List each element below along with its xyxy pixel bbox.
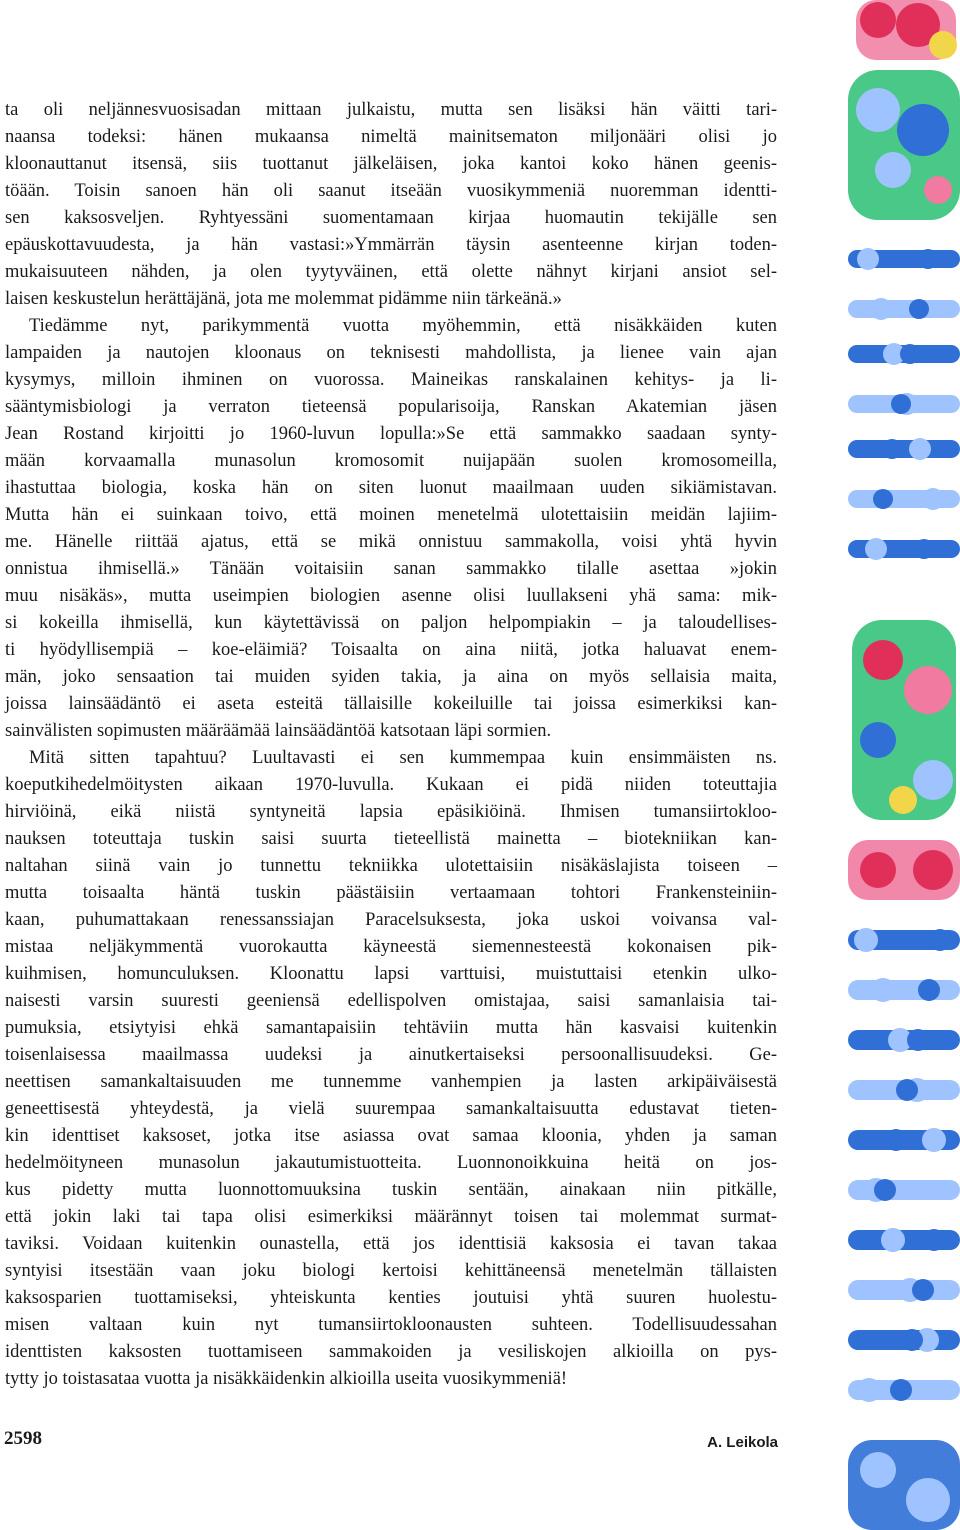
text-line: että jokin laki tai tapa olisi esimerkiksi määrännyt toisen tai molemmat surmat- <box>5 1207 777 1227</box>
text-line: mistaa neljäkymmentä vuorokautta käyneestä siemennesteestä kokonaisen pik- <box>5 937 777 957</box>
text-line: Mitä sitten tapahtuu? Luultavasti ei sen kummempaa kuin ensimmäisten ns. <box>29 748 777 768</box>
text-line: män, joko sensaation tai muiden syiden takia, ja aina on myös sellaisia maita, <box>5 667 777 687</box>
text-line: Jean Rostand kirjoitti jo 1960-luvun lopulla:»Se että sammakko saadaan synty- <box>5 424 777 444</box>
text-line: kaan, puhumattakaan renessanssiajan Paracelsuksesta, joka uskoi voivansa val- <box>5 910 777 930</box>
text-line: toisenlaisessa maailmassa uudeksi ja ainutkertaiseksi persoonallisuudeksi. Ge- <box>5 1045 777 1065</box>
text-line: syntyisi itsestään vaan joku biologi kertoisi kehittäneensä menetelmän tällaisten <box>5 1261 777 1281</box>
text-line: si kokeilla ihmisellä, kun käytettävissä on paljon helpompiakin – ja taloudellises- <box>5 613 777 633</box>
text-line: taviksi. Voidaan kuitenkin ounastella, että jos identtisiä kaksosia ei tavan takaa <box>5 1234 777 1254</box>
text-line: laisen keskustelun herättäjänä, jota me molemmat pidämme niin tärkeänä.» <box>5 289 562 309</box>
text-line: sainvälisten sopimusten määräämää lainsäädäntöä katsotaan läpi sormien. <box>5 721 552 741</box>
text-line: sen kaksosveljen. Ryhtyessäni suomentamaan kirjaa huomautin tekijälle sen <box>5 208 777 228</box>
text-line: mukaisuuteen nähden, ja olen tyytyväinen, että olette nähnyt kirjani ansiot sel- <box>5 262 777 282</box>
text-line: kaksosparien tuottamiseksi, yhteiskunta kenties joutuisi yhtä suuren huolestu- <box>5 1288 777 1308</box>
text-line: mutta toisaalta häntä tuskin päästäisiin vertaamaan tohtori Frankensteiniin- <box>5 883 777 903</box>
text-line: Tiedämme nyt, parikymmentä vuotta myöhemmin, että nisäkkäiden kuten <box>29 316 777 336</box>
text-line: epäuskottavuudesta, ja hän vastasi:»Ymmärrän täysin asenteenne kirjan toden- <box>5 235 777 255</box>
text-line: kuihmisen, homunculuksen. Kloonattu lapsi varttuisi, muistuttaisi etenkin ulko- <box>5 964 777 984</box>
text-line: mään korvaamalla munasolun kromosomit nuijapään suolen kromosomeilla, <box>5 451 777 471</box>
molecular-model-strip-icon <box>848 0 960 1530</box>
text-line: kin identtiset kaksoset, jotka itse asiassa ovat samaa kloonia, yhden ja saman <box>5 1126 777 1146</box>
text-line: kus pidetty mutta luonnottomuuksina tuskin sentään, ainakaan niin pitkälle, <box>5 1180 777 1200</box>
text-line: pumuksia, etsiytyisi ehkä samantapaisiin tehtäviin mutta hän kasvaisi kuitenkin <box>5 1018 777 1038</box>
text-line: ti hyödyllisempiä – koe-eläimiä? Toisaalta on aina niitä, jotka haluavat enem- <box>5 640 777 660</box>
text-line: ihastuttaa biologia, koska hän on siten luonut maailmaan uuden sikiämistavan. <box>5 478 777 498</box>
text-line: naansa todeksi: hänen mukaansa nimeltä mainitsematon miljonääri olisi jo <box>5 127 777 147</box>
body-text <box>5 97 777 1393</box>
text-line: neettisen samankaltaisuuden me tunnemme vanhempien ja lasten arkipäiväisestä <box>5 1072 777 1092</box>
text-line: me. Hänelle riittää ajatus, että se mikä onnistuu sammakolla, voisi yhtä hyvin <box>5 532 777 552</box>
text-line: kloonauttanut itsensä, siis tuottanut jälkeläisen, joka kantoi koko hänen geenis- <box>5 154 777 174</box>
text-line: koeputkihedelmöitysten aikaan 1970-luvulla. Kukaan ei pidä niiden toteuttajia <box>5 775 777 795</box>
text-line: muu nisäkäs», mutta useimpien biologien asenne olisi luullakseni yhä sama: mik- <box>5 586 777 606</box>
text-line: naisesti varsin suuresti geeniensä edellispolven omistajaa, saisi samanlaisia tai- <box>5 991 777 1011</box>
text-line: kysymys, milloin ihminen on vuorossa. Maineikas ranskalainen kehitys- ja li- <box>5 370 777 390</box>
text-line: onnistua ihmisellä.» Tänään voitaisiin sanan sammakko tilalle asettaa »jokin <box>5 559 777 579</box>
text-line: Mutta hän ei suinkaan toivo, että moinen menetelmä ulotettaisiin meidän lajiim- <box>5 505 777 525</box>
text-line: töään. Toisin sanoen hän oli saanut itseään vuosikymmeniä nuoremman identti- <box>5 181 777 201</box>
text-line: joissa lainsäädäntö ei aseta esteitä tällaisille kokeiluille tai joissa esimerkiksi kan- <box>5 694 777 714</box>
text-line: identtisten kaksosten tuottamiseen sammakoiden ja vesiliskojen alkioilla on pys- <box>5 1342 777 1362</box>
text-line: hirviöinä, eikä niistä syntyneitä lapsia epäsikiöinä. Ihmisen tumansiirtokloo- <box>5 802 777 822</box>
text-line: geneettisestä yhteydestä, ja vielä suurempaa samankaltaisuutta edustavat tieten- <box>5 1099 777 1119</box>
text-line: misen valtaan kuin nyt tumansiirtokloonausten suhteen. Todellisuudessahan <box>5 1315 777 1335</box>
text-line: nauksen toteuttaja tuskin saisi suurta tieteellistä mainetta – biotekniikan kan- <box>5 829 777 849</box>
page-number: 2598 <box>4 1428 42 1449</box>
text-line: lampaiden ja nautojen kloonaus on teknisesti mahdollista, ja lienee vain ajan <box>5 343 777 363</box>
author-name: A. Leikola <box>707 1434 778 1451</box>
text-line: ta oli neljännesvuosisadan mittaan julkaistu, mutta sen lisäksi hän väitti tari- <box>5 100 777 120</box>
text-line: tytty jo toistasataa vuotta ja nisäkkäidenkin alkioilla useita vuosikymmeniä! <box>5 1369 568 1389</box>
text-line: sääntymisbiologi ja verraton tieteensä popularisoija, Ranskan Akatemian jäsen <box>5 397 777 417</box>
text-line: naltahan siinä vain jo tunnettu tekniikka ulotettaisiin nisäkäslajista toiseen – <box>5 856 777 876</box>
text-line: hedelmöityneen munasolun jakautumistuotteita. Luonnonoikkuina heitä on jos- <box>5 1153 777 1173</box>
